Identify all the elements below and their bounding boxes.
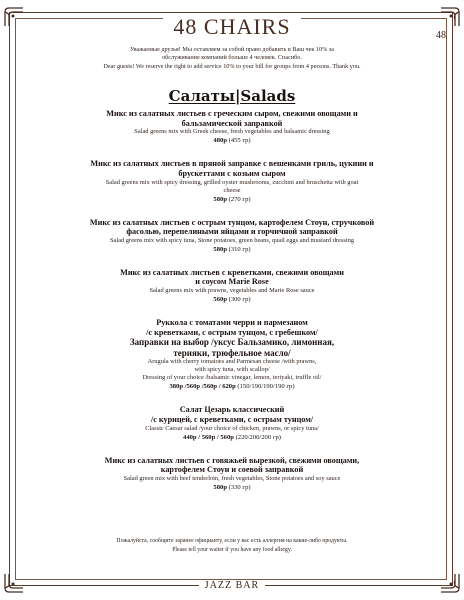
price-weight: (330 гр) <box>226 483 251 491</box>
item-name-en <box>30 358 434 382</box>
item-dressing-ru <box>30 337 434 358</box>
item-name-line: терияки, трюфельное масло/ <box>173 347 291 358</box>
menu-content <box>30 46 434 492</box>
item-name-ru <box>30 159 434 178</box>
item-desc-line: Arugula with cherry tomatoes and Parmesan cheese /with prawns, <box>147 358 317 366</box>
item-name-ru <box>30 318 434 337</box>
item-desc-line: Salad greens mix with spicy dressing, grilled oyster mushrooms, zucchini and bruschetta with goat <box>105 178 359 186</box>
item-name-line: Салат Цезарь классический <box>179 405 285 415</box>
page-number: 48 <box>436 30 446 41</box>
price-value: 560р <box>213 295 227 303</box>
menu-item <box>30 405 434 441</box>
price-weight: (270 гр) <box>226 195 251 203</box>
notice-line: Уважаемые друзья! Мы оставляем за собой право добавить в Ваш чек 10% за <box>129 46 335 53</box>
allergy-line: Please tell your waiter if you have any food allergy. <box>172 547 292 553</box>
item-desc-line: Salad greens mix with prawns, vegetables and Marie Rose sauce <box>149 286 315 294</box>
item-name-en <box>30 128 434 136</box>
item-name-ru <box>30 456 434 475</box>
brand-footer-label: JAZZ BAR <box>199 580 265 591</box>
brand-footer <box>0 575 464 593</box>
price-value: 580р <box>213 245 227 253</box>
item-name-line: Микс из салатных листьев с креветками, свежими овощами <box>120 267 344 277</box>
item-desc-line: cheese <box>223 186 241 194</box>
item-name-ru <box>30 109 434 128</box>
menu-item <box>30 318 434 391</box>
menu-item <box>30 109 434 145</box>
price-weight: (300 гр) <box>226 295 251 303</box>
item-price <box>30 245 434 254</box>
item-name-line: /с креветками, с острым тунцом, с гребешком/ <box>146 327 318 337</box>
item-name-en <box>30 179 434 195</box>
item-desc-line: Salad greens mix with Greek cheese, fresh vegetables and balsamic dressing <box>134 128 330 136</box>
section-title: Салаты|Salads <box>168 87 296 106</box>
item-name-en <box>30 475 434 483</box>
item-name-line: фасолью, перепелиными яйцами и горчичной заправкой <box>126 227 338 237</box>
menu-item <box>30 268 434 304</box>
notice-line: обслуживание компаний больше 4 человек. Спасибо. <box>162 54 302 62</box>
item-price <box>30 382 434 391</box>
notice-line: Dear guests! We reserve the right to add service 10% to your bill for groups from 4 persons. Thank you. <box>103 62 361 70</box>
allergy-line: Пожалуйста, сообщите заранее официанту, если у вас есть аллергия на какие-либо продукты. <box>116 538 348 544</box>
item-name-line: картофелем Стоун и соевой заправкой <box>160 465 304 475</box>
brand-title: 48 CHAIRS <box>163 14 300 39</box>
item-name-line: брускеттами с козьим сыром <box>178 169 286 178</box>
item-name-line: Микс из салатных листьев с говяжьей вырезкой, свежими овощами, <box>104 455 360 465</box>
item-name-line: Руккола с томатами черри и пармезаном <box>156 317 308 327</box>
item-name-en <box>30 425 434 433</box>
item-name-ru <box>30 268 434 287</box>
menu-item <box>30 456 434 492</box>
price-weight: (455 гр) <box>226 137 251 145</box>
corner-ornament-icon <box>3 6 25 28</box>
item-desc-line: Classic Caesar salad /your choice of chicken, prawns, or spicy tuna/ <box>145 424 319 432</box>
price-value: 440р / 560р / 560р <box>183 433 234 441</box>
item-desc-line: with spicy tuna, with scallop/ <box>194 366 270 374</box>
allergy-notice <box>30 537 434 555</box>
item-price <box>30 136 434 145</box>
menu-item <box>30 218 434 254</box>
menu-item <box>30 159 434 203</box>
price-value: 380р /560р /560р / 620р <box>169 383 236 391</box>
price-value: 480р <box>213 137 227 145</box>
item-price <box>30 295 434 304</box>
item-name-ru <box>30 218 434 237</box>
item-name-ru <box>30 405 434 424</box>
item-name-line: /с курицей, с креветками, с острым тунцом/ <box>150 414 314 424</box>
item-name-line: Заправки на выбор /уксус Бальзамико, лимонная, <box>129 337 335 348</box>
item-name-en <box>30 237 434 245</box>
item-price <box>30 433 434 442</box>
price-weight: (310 гр) <box>226 245 251 253</box>
item-name-line: Микс из салатных листьев с греческим сыром, свежими овощами и <box>106 109 358 119</box>
price-weight: (150/190/190/190 гр) <box>235 383 295 391</box>
price-value: 580р <box>213 483 227 491</box>
price-weight: (220/200/200 гр) <box>233 433 281 441</box>
item-desc-line: Salad green mix with beef tenderloin, fresh vegetables, Stone potatoes and soy sauce <box>123 474 341 482</box>
item-desc-line: Salad greens mix with spicy tuna, Stone potatoes, green beans, quail eggs and mustard dressing <box>109 236 355 244</box>
price-value: 580р <box>213 195 227 203</box>
service-notice <box>30 46 434 71</box>
item-name-line: Микс из салатных листьев с острым тунцом, картофелем Стоун, стручковой <box>89 217 375 227</box>
item-desc-line: Dressing of your choice /balsamic vinegar, lemon, teriyaki, truffle oil/ <box>142 374 322 382</box>
item-price <box>30 483 434 492</box>
item-name-line: бальзамической заправкой <box>181 118 283 128</box>
item-name-en <box>30 287 434 295</box>
item-name-line: и соусом Marie Rose <box>195 277 269 287</box>
item-name-line: Микс из салатных листьев в пряной заправке с вешенками гриль, цукини и <box>90 159 374 169</box>
item-price <box>30 195 434 204</box>
corner-ornament-icon <box>439 6 461 28</box>
